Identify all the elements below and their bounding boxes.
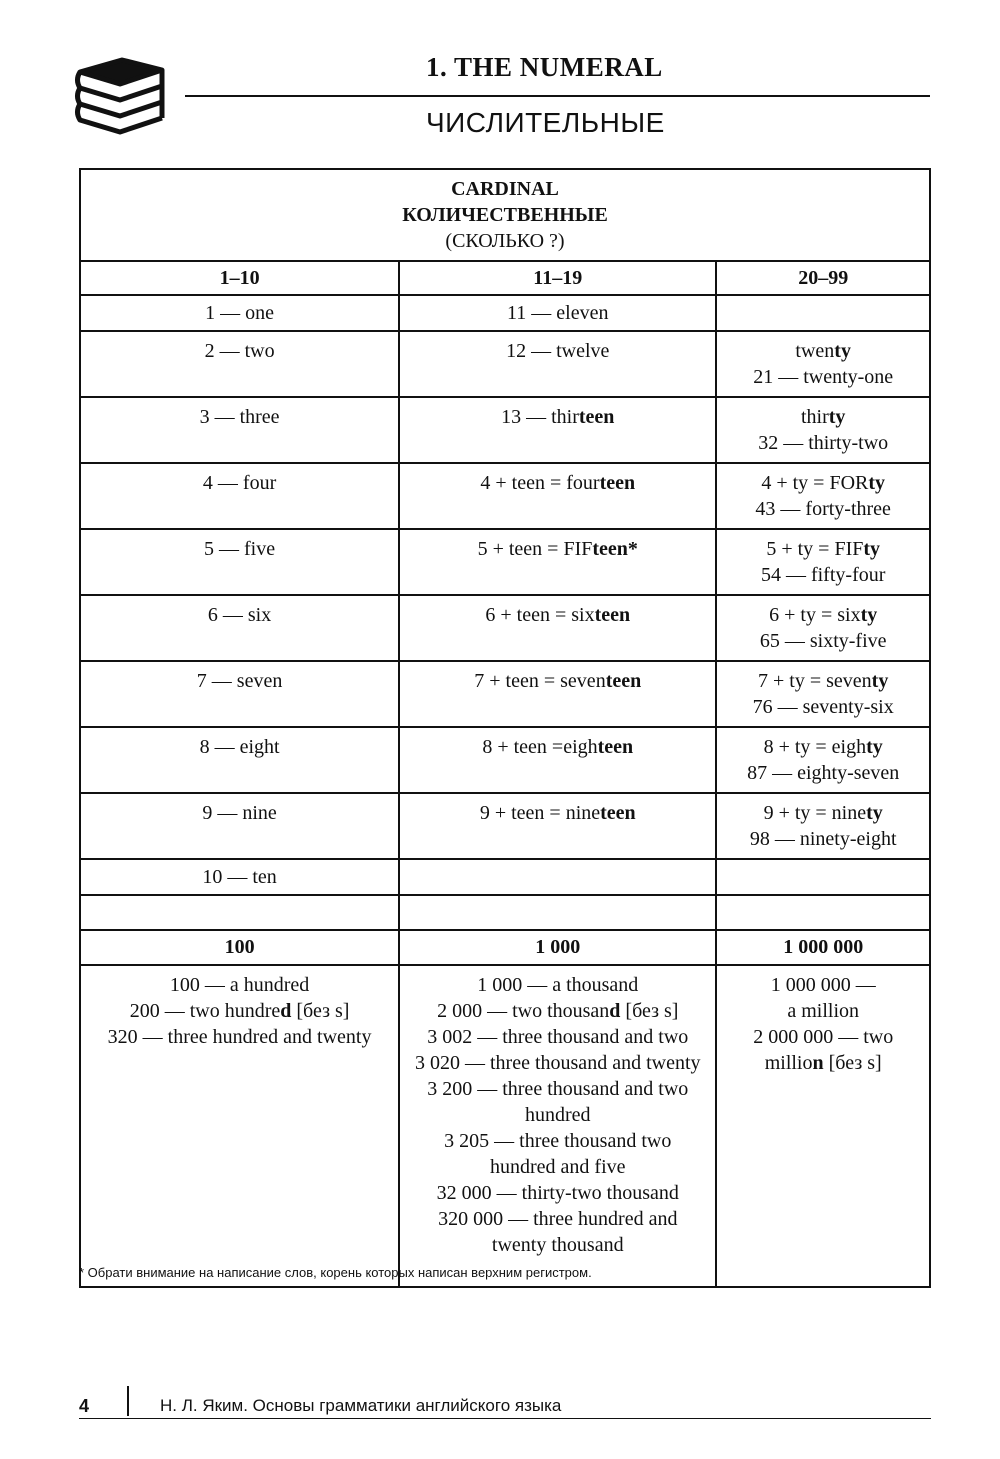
thousands-line: 1 000 — a thousand <box>477 974 639 996</box>
hundreds-line: 200 — two hundre <box>129 1000 281 1022</box>
millions-note: [без s] <box>823 1052 882 1074</box>
table-row <box>80 331 930 397</box>
cell-units: 1 — one <box>80 295 399 331</box>
heading-question: (СКОЛЬКО ?) <box>445 230 565 252</box>
table-row <box>80 859 930 895</box>
cell-units: 4 — four <box>80 463 399 529</box>
thousands-line: 2 000 — two thousan <box>437 1000 610 1022</box>
tens-text: 4 + ty = FOR <box>761 472 869 494</box>
title-divider <box>185 95 930 97</box>
thousands-line: 3 200 — three thousand and two hundred <box>427 1078 689 1126</box>
cell-teens <box>399 595 716 661</box>
cell-tens <box>716 793 930 859</box>
heading-cardinal: CARDINAL <box>451 178 559 200</box>
teen-suffix: teen <box>605 670 642 692</box>
cell-tens <box>716 331 930 397</box>
cell-hundreds <box>80 965 399 1287</box>
teen-text: 13 — thir <box>501 406 579 428</box>
tens-suffix: ty <box>868 472 886 494</box>
teen-text: 11 — eleven <box>507 302 609 324</box>
teen-text: 8 + teen =eigh <box>482 736 598 758</box>
cell-units: 5 — five <box>80 529 399 595</box>
tens-example: 54 — fifty-four <box>760 564 886 586</box>
tens-example: 21 — twenty-one <box>753 366 894 388</box>
table-row <box>80 661 930 727</box>
teen-text: 6 + teen = six <box>485 604 595 626</box>
thousands-line: 320 000 — three hundred and twenty thousand <box>438 1208 678 1256</box>
hundreds-line: 320 — three hundred and twenty <box>107 1026 372 1048</box>
tens-text: 7 + ty = seven <box>758 670 872 692</box>
tens-suffix: ty <box>866 736 883 758</box>
tens-suffix: ty <box>834 340 851 362</box>
thousands-bold: d <box>609 1000 621 1022</box>
table-row <box>80 595 930 661</box>
tens-suffix: ty <box>866 802 883 824</box>
table-row <box>80 793 930 859</box>
cell-units: 8 — eight <box>80 727 399 793</box>
big-numbers-header-row <box>80 930 930 965</box>
thousands-line: 3 205 — three thousand two hundred and five <box>444 1130 672 1178</box>
empty-cell <box>80 895 399 930</box>
tens-text: 6 + ty = six <box>769 604 861 626</box>
cell-units: 3 — three <box>80 397 399 463</box>
teen-suffix: teen <box>594 604 631 626</box>
teen-suffix: teen <box>578 406 615 428</box>
hundreds-note: [без s] <box>291 1000 350 1022</box>
cell-teens <box>399 295 716 331</box>
footnote: * Обрати внимание на написание слов, корень которых написан верхним регистром. <box>79 1265 592 1280</box>
teen-suffix: teen <box>600 802 636 824</box>
footer-separator <box>127 1386 129 1416</box>
tens-text: 9 + ty = nine <box>763 802 867 824</box>
teen-suffix: teen <box>599 472 636 494</box>
millions-line: 2 000 000 — two <box>753 1026 894 1048</box>
tens-example: 87 — eighty-seven <box>747 762 900 784</box>
column-header-1-10: 1–10 <box>80 261 399 295</box>
teen-text: 4 + teen = four <box>480 472 600 494</box>
numeral-table <box>79 168 931 1288</box>
column-header-1000000: 1 000 000 <box>716 930 930 965</box>
cell-teens <box>399 529 716 595</box>
hundreds-line: 100 — a hundred <box>169 974 310 996</box>
tens-suffix: ty <box>863 538 881 560</box>
teen-suffix: teen* <box>592 538 638 560</box>
page-subtitle: ЧИСЛИТЕЛЬНЫЕ <box>426 107 665 138</box>
tens-suffix: ty <box>871 670 889 692</box>
cell-tens <box>716 595 930 661</box>
page-number: 4 <box>79 1396 90 1416</box>
thousands-line: 3 002 — three thousand and two <box>427 1026 689 1048</box>
cell-units: 9 — nine <box>80 793 399 859</box>
tens-example: 43 — forty-three <box>755 498 891 520</box>
cell-teens <box>399 661 716 727</box>
book-title: Н. Л. Яким. Основы грамматики английского языка <box>160 1396 562 1415</box>
table-row <box>80 397 930 463</box>
table-heading <box>80 169 930 261</box>
cell-teens <box>399 859 716 895</box>
table-row-empty <box>80 895 930 930</box>
heading-ru: КОЛИЧЕСТВЕННЫЕ <box>402 204 608 226</box>
millions-bold: n <box>812 1052 824 1074</box>
tens-suffix: ty <box>828 406 846 428</box>
cell-tens <box>716 397 930 463</box>
teen-text: 9 + teen = nine <box>479 802 601 824</box>
teen-text: 5 + teen = FIF <box>477 538 593 560</box>
tens-example: 65 — sixty-five <box>759 630 887 652</box>
big-numbers-row <box>80 965 930 1287</box>
cell-tens <box>716 295 930 331</box>
tens-text: 8 + ty = eigh <box>763 736 867 758</box>
cell-tens <box>716 529 930 595</box>
column-header-row <box>80 261 930 295</box>
millions-line: 1 000 000 — <box>770 974 876 996</box>
thousands-line: 32 000 — thirty-two thousand <box>436 1182 679 1204</box>
cell-units: 7 — seven <box>80 661 399 727</box>
cell-tens <box>716 727 930 793</box>
teen-text: 7 + teen = seven <box>474 670 606 692</box>
cell-teens <box>399 331 716 397</box>
tens-text: thir <box>800 406 829 428</box>
tens-text: 5 + ty = FIF <box>766 538 864 560</box>
empty-cell <box>399 895 716 930</box>
tens-text: twen <box>795 340 835 362</box>
thousands-line: 3 020 — three thousand and twenty <box>415 1052 701 1074</box>
tens-suffix: ty <box>860 604 878 626</box>
cell-teens <box>399 793 716 859</box>
cell-tens <box>716 661 930 727</box>
column-header-100: 100 <box>80 930 399 965</box>
cell-teens <box>399 463 716 529</box>
column-header-1000: 1 000 <box>399 930 716 965</box>
table-row <box>80 295 930 331</box>
cell-millions <box>716 965 930 1287</box>
page-title: 1. THE NUMERAL <box>426 52 663 82</box>
table-row <box>80 727 930 793</box>
column-header-11-19: 11–19 <box>399 261 716 295</box>
thousands-note: [без s] <box>620 1000 679 1022</box>
tens-example: 76 — seventy-six <box>752 696 894 718</box>
table-row <box>80 463 930 529</box>
books-icon <box>72 52 167 142</box>
footer-rule <box>79 1418 931 1419</box>
hundreds-bold: d <box>280 1000 292 1022</box>
millions-line: a million <box>787 1000 860 1022</box>
cell-teens <box>399 727 716 793</box>
cell-units: 6 — six <box>80 595 399 661</box>
cell-teens <box>399 397 716 463</box>
table-row <box>80 529 930 595</box>
millions-line: millio <box>764 1052 813 1074</box>
teen-text: 12 — twelve <box>506 340 610 362</box>
cell-tens <box>716 859 930 895</box>
teen-suffix: teen <box>597 736 634 758</box>
tens-example: 98 — ninety-eight <box>749 828 897 850</box>
cell-thousands <box>399 965 716 1287</box>
table-heading-row <box>80 169 930 261</box>
tens-example: 32 — thirty-two <box>758 432 889 454</box>
column-header-20-99: 20–99 <box>716 261 930 295</box>
empty-cell <box>716 895 930 930</box>
cell-units: 2 — two <box>80 331 399 397</box>
cell-units: 10 — ten <box>80 859 399 895</box>
cell-tens <box>716 463 930 529</box>
